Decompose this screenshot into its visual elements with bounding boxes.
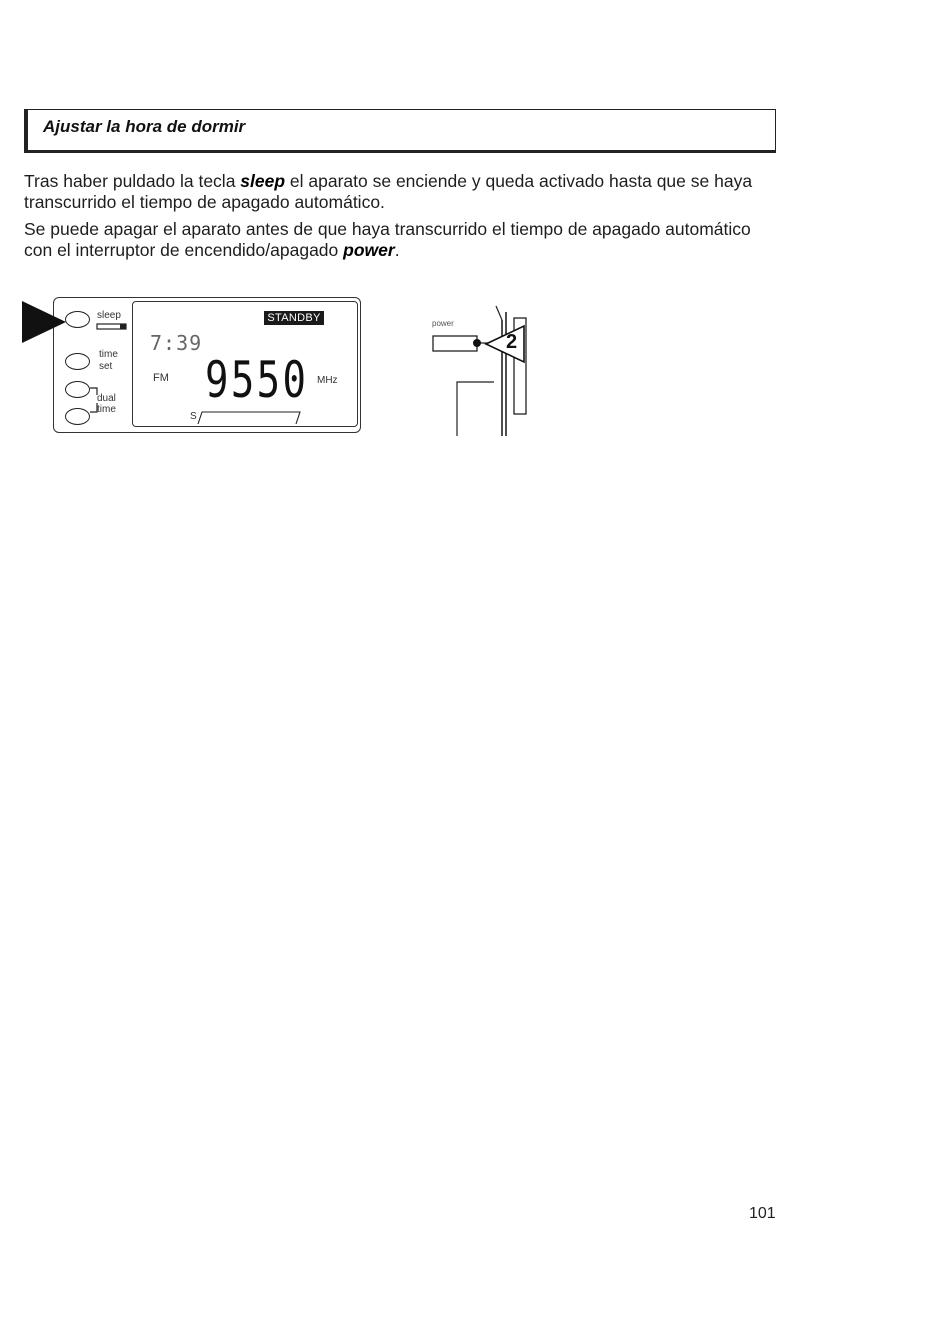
sleep-keyword: sleep [240,171,286,191]
sleep-indicator-icon [96,323,128,331]
page-number: 101 [749,1205,776,1222]
power-keyword: power [343,240,395,260]
p2-text-start: Se puede apagar el aparato antes de que haya transcurrido el tiempo de apagado automático con el interruptor de encendido/apagado [24,219,751,260]
unit-label: MHz [317,375,338,386]
paragraph-sleep [24,171,764,213]
paragraph-power [24,219,764,261]
scale-label: S [190,411,197,422]
power-switch-drawing [430,306,530,438]
set-label: set [99,361,113,372]
time-set-button[interactable] [65,353,90,370]
tuning-scale-bar [196,410,302,426]
p2-text-end: . [394,240,400,260]
band-label: FM [153,372,169,384]
time-label: time [99,349,118,360]
standby-indicator: STANDBY [264,311,324,325]
p1-text-end: el aparato se enciende y queda activado hasta que se haya transcurrido el tiempo de apagado automático. [24,171,753,212]
dual-time-button[interactable] [65,408,90,425]
dual-label: dual [97,393,116,404]
p1-text-start: Tras haber puldado la tecla [24,171,241,191]
power-label: power [432,319,454,328]
section-underline [24,150,776,153]
sleep-button[interactable] [65,311,90,328]
section-header-box [24,109,776,151]
dual-time-label: time [97,404,116,415]
sleep-label: sleep [97,310,121,321]
lcd-frequency: 9550 [205,351,309,409]
dual-button[interactable] [65,381,90,398]
lcd-clock: 7:39 [150,331,203,355]
pointer-arrow-icon [22,301,66,343]
section-title: Ajustar la hora de dormir [43,117,246,136]
step-number: 2 [506,331,518,353]
